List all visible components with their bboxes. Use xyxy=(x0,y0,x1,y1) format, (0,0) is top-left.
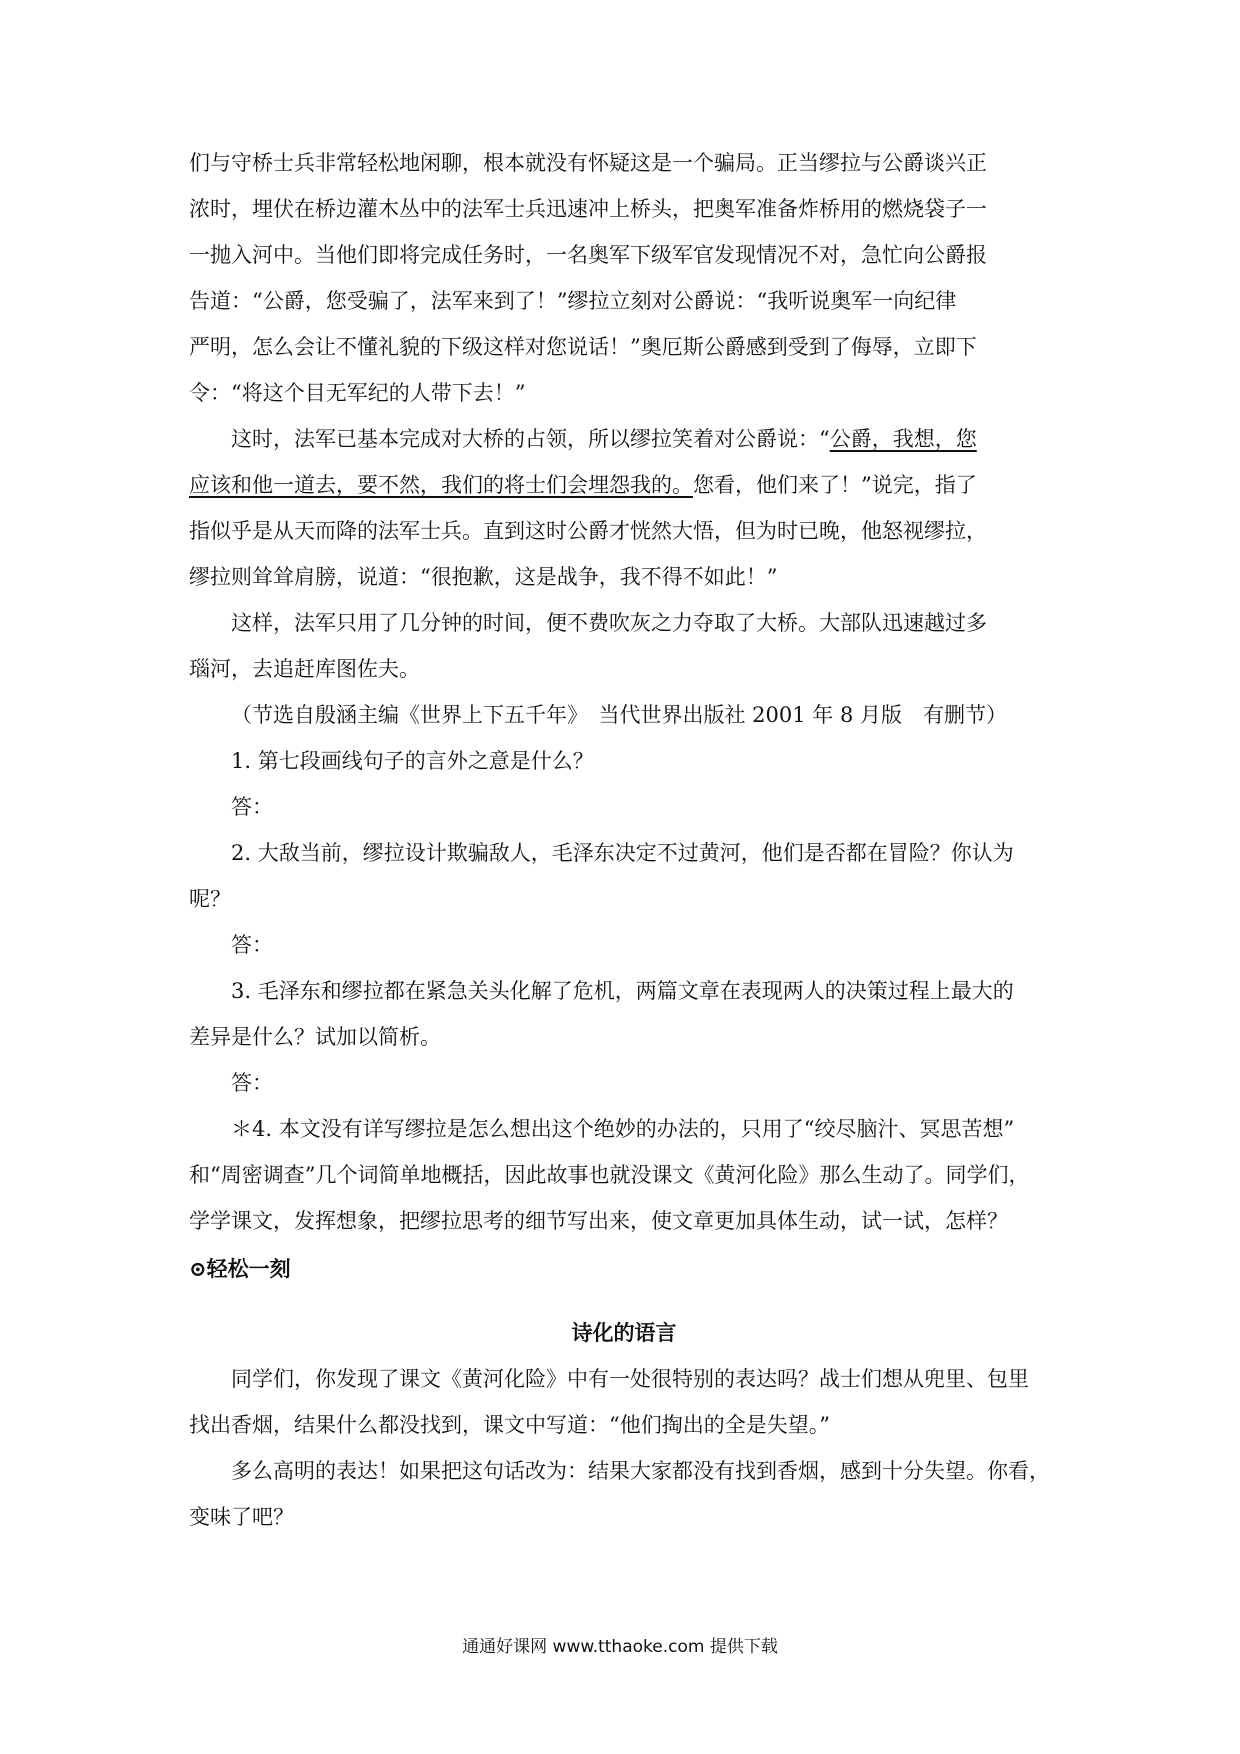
question-4: ＊4. 本文没有详写缪拉是怎么想出这个绝妙的办法的，只用了“绞尽脑汁、冥思苦想” xyxy=(231,1117,1015,1141)
story-paragraph-2 xyxy=(189,416,1059,600)
text-span: 您看，他们来了！”说完，指了 xyxy=(693,473,977,497)
text-line: 严明，怎么会让不懂礼貌的下级这样对您说话！”奥厄斯公爵感到受到了侮辱，立即下 xyxy=(189,335,977,359)
question-3-cont: 差异是什么？试加以简析。 xyxy=(189,1025,441,1049)
text-line: 缪拉则耸耸肩膀，说道：“很抱歉，这是战争，我不得不如此！” xyxy=(189,565,778,589)
text-line xyxy=(189,462,1059,508)
text-line: 同学们，你发现了课文《黄河化险》中有一处很特别的表达吗？战士们想从兜里、包里 xyxy=(231,1367,1029,1391)
section-heading-relax: ⊙轻松一刻 xyxy=(189,1256,291,1281)
page-footer: 通通好课网 www.tthaoke.com 提供下载 xyxy=(462,1637,778,1657)
document-page xyxy=(189,140,1059,1540)
text-line: 瑙河，去追赶库图佐夫。 xyxy=(189,657,420,681)
question-1: 1. 第七段画线句子的言外之意是什么？ xyxy=(231,749,594,773)
text-line: 令：“将这个目无军纪的人带下去！” xyxy=(189,381,526,405)
text-line: 多么高明的表达！如果把这句话改为：结果大家都没有找到香烟，感到十分失望。你看， xyxy=(231,1459,1050,1483)
story-paragraph-3 xyxy=(189,600,1059,692)
question-4-cont: 和“周密调查”几个词简单地概括，因此故事也就没课文《黄河化险》那么生动了。同学们， xyxy=(189,1163,1030,1187)
article-title: 诗化的语言 xyxy=(571,1320,677,1345)
story-paragraph-1 xyxy=(189,140,1059,416)
source-citation: （节选自殷涵主编《世界上下五千年》 当代世界出版社 2001 年 8 月版 有删节） xyxy=(231,703,1008,727)
text-line: 指似乎是从天而降的法军士兵。直到这时公爵才恍然大悟，但为时已晚，他怒视缪拉， xyxy=(189,519,987,543)
question-2: 2. 大敌当前，缪拉设计欺骗敌人，毛泽东决定不过黄河，他们是否都在冒险？你认为 xyxy=(231,841,1014,865)
questions xyxy=(189,738,1059,1244)
question-4-cont: 学学课文，发挥想象，把缪拉思考的细节写出来，使文章更加具体生动，试一试，怎样？ xyxy=(189,1209,1008,1233)
answer-3: 答： xyxy=(231,1071,273,1095)
answer-2: 答： xyxy=(231,933,273,957)
text-line: 这样，法军只用了几分钟的时间，便不费吹灰之力夺取了大桥。大部队迅速越过多 xyxy=(231,611,987,635)
text-line: 浓时，埋伏在桥边灌木丛中的法军士兵迅速冲上桥头，把奥军准备炸桥用的燃烧袋子一 xyxy=(189,197,987,221)
relax-paragraph-2 xyxy=(189,1448,1059,1540)
text-line: 一抛入河中。当他们即将完成任务时，一名奥军下级军官发现情况不对，急忙向公爵报 xyxy=(189,243,987,267)
text-line: 变味了吧？ xyxy=(189,1505,294,1529)
underlined-sentence: 公爵，我想，您 xyxy=(829,427,977,451)
text-line: 们与守桥士兵非常轻松地闲聊，根本就没有怀疑这是一个骗局。正当缪拉与公爵谈兴正 xyxy=(189,151,987,175)
text-line: 告道：“公爵，您受骗了，法军来到了！”缪拉立刻对公爵说：“我听说奥军一向纪律 xyxy=(189,289,957,313)
answer-1: 答： xyxy=(231,795,273,819)
question-3: 3. 毛泽东和缪拉都在紧急关头化解了危机，两篇文章在表现两人的决策过程上最大的 xyxy=(231,979,1014,1003)
relax-paragraph-1 xyxy=(189,1356,1059,1448)
text-line xyxy=(189,416,1059,462)
text-line: 找出香烟，结果什么都没找到，课文中写道：“他们掏出的全是失望。” xyxy=(189,1413,830,1437)
text-span: 这时，法军已基本完成对大桥的占领，所以缪拉笑着对公爵说：“ xyxy=(231,427,830,451)
underlined-sentence: 应该和他一道去，要不然，我们的将士们会埋怨我的。 xyxy=(189,473,693,497)
question-2-cont: 呢？ xyxy=(189,887,231,911)
